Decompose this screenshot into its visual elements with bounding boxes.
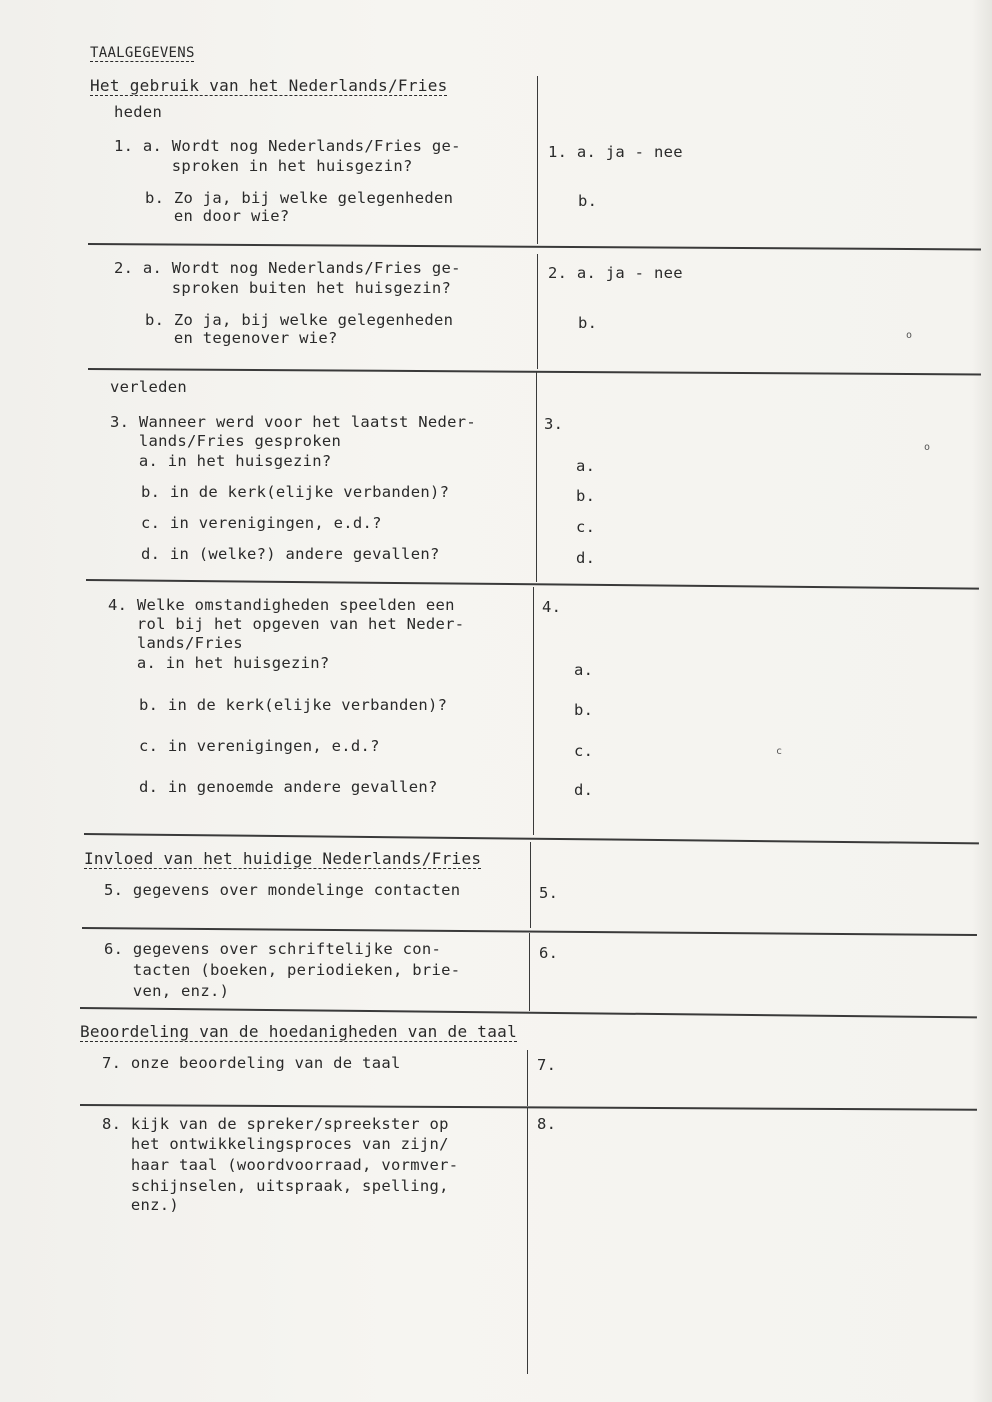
- answer-3b[interactable]: b.: [576, 487, 596, 505]
- section-heading-invloed: Invloed van het huidige Nederlands/Fries: [84, 849, 482, 868]
- question-2a-line1: 2. a. Wordt nog Nederlands/Fries ge-: [114, 259, 461, 277]
- question-3d: d. in (welke?) andere gevallen?: [141, 545, 440, 563]
- question-4d: d. in genoemde andere gevallen?: [139, 778, 438, 796]
- column-divider-8: [527, 1108, 528, 1374]
- paper-edge: [972, 0, 992, 1402]
- answer-3d[interactable]: d.: [576, 549, 596, 567]
- answer-4b[interactable]: b.: [574, 701, 594, 719]
- question-8-line1: 8. kijk van de spreker/spreekster op: [102, 1115, 449, 1133]
- question-8-line3: haar taal (woordvoorraad, vormver-: [102, 1156, 459, 1174]
- question-4-line2: rol bij het opgeven van het Neder-: [108, 615, 465, 633]
- answer-4a[interactable]: a.: [574, 661, 594, 679]
- question-8-line4: schijnselen, uitspraak, spelling,: [102, 1177, 449, 1195]
- subheading-heden: heden: [114, 103, 163, 121]
- answer-2a[interactable]: 2. a. ja - nee: [548, 264, 683, 282]
- question-5: 5. gegevens over mondelinge contacten: [104, 881, 461, 899]
- answer-7[interactable]: 7.: [537, 1056, 557, 1074]
- question-3a: a. in het huisgezin?: [110, 452, 332, 470]
- question-6-line2: tacten (boeken, periodieken, brie-: [104, 961, 461, 979]
- column-divider-1: [537, 76, 538, 244]
- question-4-line3: lands/Fries: [108, 634, 243, 652]
- answer-3c[interactable]: c.: [576, 518, 596, 536]
- answer-1b[interactable]: b.: [578, 192, 598, 210]
- speck: o: [924, 442, 931, 453]
- column-divider-5: [530, 842, 531, 928]
- question-3-line2: lands/Fries gesproken: [110, 432, 342, 450]
- speck: o: [906, 330, 913, 341]
- page-title: TAALGEGEVENS: [90, 45, 195, 61]
- answer-3[interactable]: 3.: [544, 415, 564, 433]
- answer-6[interactable]: 6.: [539, 944, 559, 962]
- question-6-line3: ven, enz.): [104, 982, 230, 1000]
- question-4a: a. in het huisgezin?: [108, 654, 330, 672]
- question-6-line1: 6. gegevens over schriftelijke con-: [104, 940, 442, 958]
- question-4c: c. in verenigingen, e.d.?: [139, 737, 380, 755]
- question-2a-line2: sproken buiten het huisgezin?: [114, 279, 452, 297]
- question-8-line2: het ontwikkelingsproces van zijn/: [102, 1135, 449, 1153]
- answer-3a[interactable]: a.: [576, 457, 596, 475]
- answer-1a[interactable]: 1. a. ja - nee: [548, 143, 683, 161]
- question-8-line5: enz.): [102, 1196, 180, 1214]
- question-1b-line2: en door wie?: [145, 207, 290, 225]
- column-divider-2: [537, 254, 538, 369]
- answer-4[interactable]: 4.: [542, 598, 562, 616]
- question-2b-line2: en tegenover wie?: [145, 329, 338, 347]
- question-1b-line1: b. Zo ja, bij welke gelegenheden: [145, 189, 454, 207]
- question-7: 7. onze beoordeling van de taal: [102, 1054, 401, 1072]
- question-3c: c. in verenigingen, e.d.?: [141, 514, 382, 532]
- subheading-verleden: verleden: [110, 378, 188, 396]
- question-4b: b. in de kerk(elijke verbanden)?: [139, 696, 448, 714]
- question-1a-line2: sproken in het huisgezin?: [114, 157, 413, 175]
- section-heading-beoordeling: Beoordeling van de hoedanigheden van de taal: [80, 1022, 518, 1041]
- column-divider-7: [527, 1050, 528, 1106]
- column-divider-3: [536, 372, 537, 582]
- answer-4c[interactable]: c.: [574, 742, 594, 760]
- answer-4d[interactable]: d.: [574, 781, 594, 799]
- question-3b: b. in de kerk(elijke verbanden)?: [141, 483, 450, 501]
- answer-8[interactable]: 8.: [537, 1115, 557, 1133]
- column-divider-6: [529, 933, 530, 1011]
- speck: c: [776, 746, 783, 757]
- column-divider-4: [533, 587, 534, 835]
- answer-2b[interactable]: b.: [578, 314, 598, 332]
- question-2b-line1: b. Zo ja, bij welke gelegenheden: [145, 311, 454, 329]
- question-3-line1: 3. Wanneer werd voor het laatst Neder-: [110, 413, 477, 431]
- question-4-line1: 4. Welke omstandigheden speelden een: [108, 596, 455, 614]
- section-heading-gebruik: Het gebruik van het Nederlands/Fries: [90, 76, 448, 95]
- answer-5[interactable]: 5.: [539, 884, 559, 902]
- question-1a-line1: 1. a. Wordt nog Nederlands/Fries ge-: [114, 137, 461, 155]
